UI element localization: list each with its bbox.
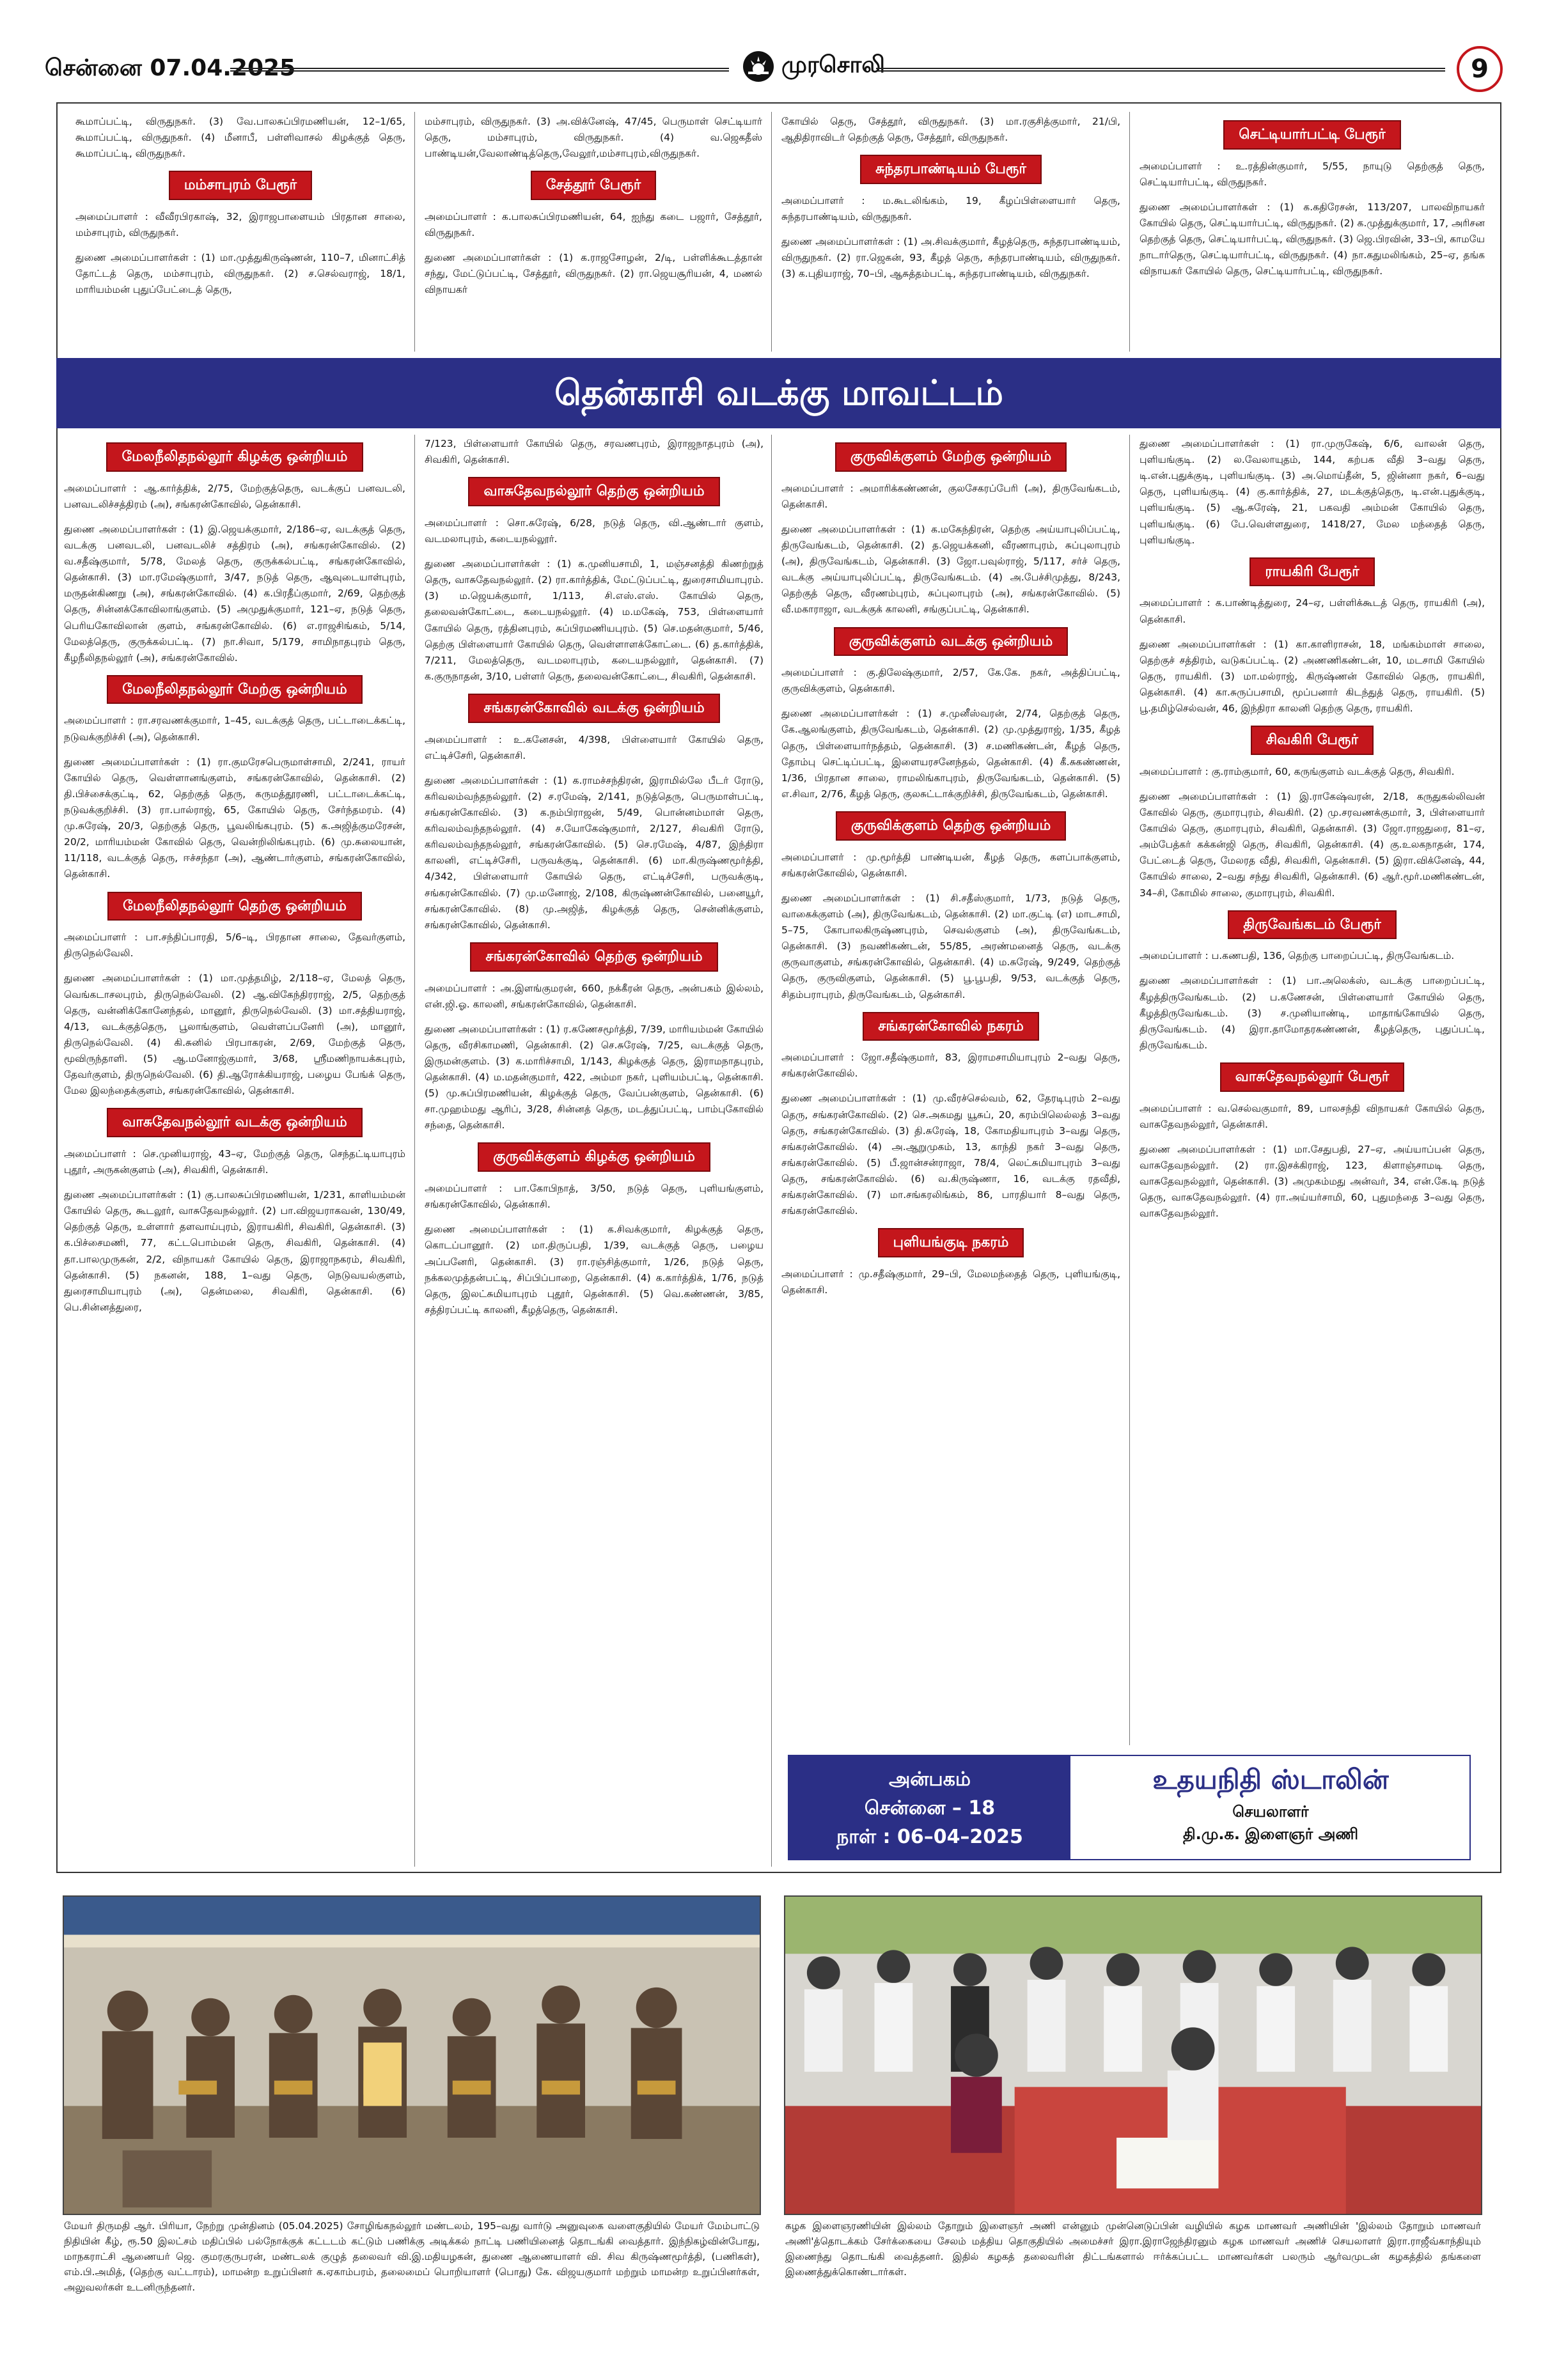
page-header bbox=[45, 50, 1503, 88]
header-rule-right bbox=[876, 68, 1445, 72]
paragraph: துணை அமைப்பாளர்கள் : (1) பா.அலெக்ஸ், வடக்கு பாறைப்பட்டி, கீழத்திருவேங்கடம். (2) ப.கணேசன், பிள்ளையார் கோயில் தெரு, கீழத்திருவேங்கடம். (3) ச.முனியாண்டி, மாதாங்கோயில் தெரு, திருவேங்கடம். (4) இரா.தாமோதரகண்ணன், கீழத்தெரு, புதுப்பட்டி, திருவேங்கடம். bbox=[1140, 975, 1485, 1051]
paragraph: அமைப்பாளர் : ப.கணபதி, 136, தெற்கு பாறைப்பட்டி, திருவேங்கடம். bbox=[1140, 950, 1455, 962]
paragraph: துணை அமைப்பாளர்கள் : (1) க.மகேந்திரன், தெற்கு அய்யாபுலிப்பட்டி, திருவேங்கடம், தென்காசி. (2) த.ஜெயக்கனி, வீரணாபுரம், சுப்புலாபுரம் (அ), திருவேங்கடம், தென்காசி. (3) ஜோ.பவுல்ராஜ், 5/117, சர்ச் தெரு, வடக்கு அய்யாபுலிப்பட்டி, திருவேங்கடம். (4) அ.பேச்சிமுத்து, 8/243, தெற்குத் தெரு, வீரணம்புரம், சுப்புலாபுரம் (அ), சங்கரன்கோவில். (5) வீ.மகாராஜா, வடக்குக் காலனி, சங்குப்பட்டி, தென்காசி. bbox=[781, 523, 1120, 616]
paragraph: துணை அமைப்பாளர்கள் : (1) அ.சிவக்குமார், கீழத்தெரு, சுந்தரபாண்டியம், விருதுநகர். (2) ரா.ஜெகன், 93, கீழத் தெரு, சுந்தரபாண்டியம், விருதுநகர். (3) க.புதியராஜ், 70–பி, ஆசுத்தம்பட்டி, சுந்தரபாண்டியம், விருதுநகர். bbox=[781, 236, 1120, 280]
paragraph: அமைப்பாளர் : க.பாண்டித்துரை, 24–ஏ, பள்ளிக்கூடத் தெரு, ராயகிரி (அ), தென்காசி. bbox=[1140, 597, 1485, 625]
rising-sun-logo-icon bbox=[742, 50, 775, 83]
paragraph: துணை அமைப்பாளர்கள் : (1) க.சிவக்குமார், கிழக்குத் தெரு, கொடப்பானூர். (2) மா.திருப்பதி, 1/39, வடக்குத் தெரு, பழைய அப்பனேரி, தென்காசி. (3) ரா.ரஞ்சித்குமார், 1/26, நடுத் தெரு, நக்கலமுத்தன்பட்டி, சிப்பிப்பாறை, தென்காசி. (4) க.கார்த்திக், 1/76, நடுத் தெரு, இலட்சுமியாபுரம் புதூர், தென்காசி. (5) வெ.கண்ணன், 3/85, சத்திரப்பட்டி காலனி, கீழத்தெரு, தென்காசி. bbox=[425, 1224, 764, 1316]
section-heading: குருவிக்குளம் கிழக்கு ஒன்றியம் bbox=[478, 1142, 710, 1172]
section-heading: வாசுதேவநல்லூர் பேரூர் bbox=[1220, 1062, 1404, 1092]
paragraph: துணை அமைப்பாளர்கள் : (1) சி.சதீஸ்குமார், 1/73, நடுத் தெரு, வாகைக்குளம் (அ), திருவேங்கடம், தென்காசி. (2) மா.குட்டி (எ) மாடசாமி, 5–75, கோபாலகிருஷ்ணபுரம், செவல்குளம் (அ), திருவேங்கடம், தென்காசி. (3) நவணிகண்டன், 55/85, அரண்மனைத் தெரு, வடக்கு குருவாகுளம், சங்கரன்கோவில், தென்காசி. (4) ம.சுரேஷ், 9/249, தெற்குத் தெரு, குருவிகுளம், தென்காசி. (5) பூ.பூபதி, 9/53, வடக்குத் தெரு, சிதம்பராபுரம், திருவேங்கடம், தென்காசி. bbox=[781, 892, 1120, 1000]
top-column-3 bbox=[781, 114, 1120, 291]
paragraph: துணை அமைப்பாளர்கள் : (1) கு.பாலசுப்பிரமணியன், 1/231, காளியம்மன் கோயில் தெரு, கூடலூர், வாசுதேவநல்லூர். (2) பா.விஜயராகவன், 130/49, தெற்குத் தெரு, உள்ளார் தளவாய்புரம், இராயகிரி, சிவகிரி, தென்காசி. (3) க.பிச்சைமணி, 77, கட்டபொம்மன் தெரு, சிவகிரி, தென்காசி. (4) தா.பாலமுருகன், 2/2, விநாயகர் கோயில் தெரு, இராஜாநகரம், சிவகிரி, தென்காசி. (5) நகனன், 188, 1–வது தெரு, நெடுவயல்குளம், துரைசாமியாபுரம் (அ), தென்மலை, சிவகிரி, தென்காசி. (6) பெ.சின்னத்துரை, bbox=[64, 1189, 405, 1313]
column-divider bbox=[1129, 112, 1130, 352]
paragraph: துணை அமைப்பாளர்கள் : (1) மு.வீரச்செல்வம், 62, தேரடிபுரம் 2–வது தெரு, சங்கரன்கோவில். (2) செ.அகமது யூசுப், 20, கரம்பிலெல்லத் 3–வது தெரு, சங்கரன்கோவில். (3) தி.சுரேஷ், 18, கோமதியாபுரம் 3–வது தெரு, சங்கரன்கோவில். (4) அ.ஆறுமுகம், 13, காந்தி நகர் 3–வது தெரு, சங்கரன்கோவில். (5) பீ.ஜான்சன்ராஜா, 78/4, லெட்சுமியாபுரம் 3–வது தெரு, சங்கரன்கோவில். (6) வ.கிருஷ்ணா, 16, வடக்கு ரதவீதி, சங்கரன்கோவில். (7) மா.சங்கரலிங்கம், 86, பாரதியார் 8–வது தெரு, சங்கரன்கோவில். bbox=[781, 1093, 1120, 1217]
section-heading: வாசுதேவநல்லூர் வடக்கு ஒன்றியம் bbox=[107, 1108, 362, 1137]
news-photo-left bbox=[63, 1895, 761, 2215]
paragraph: கோயில் தெரு, சேத்தூர், விருதுநகர். (3) மா.ரகுசித்குமார், 21/பி, ஆதிதிராவிடர் தெற்குத் தெரு, சேத்தூர், விருதுநகர். bbox=[781, 116, 1120, 144]
paragraph: அமைப்பாளர் : ம.கூடலிங்கம், 19, கீழப்பிள்ளையார் தெரு, சுந்தரபாண்டியம், விருதுநகர். bbox=[781, 194, 1120, 222]
masthead bbox=[742, 50, 885, 83]
signature-box bbox=[788, 1755, 1471, 1860]
signature-city: சென்னை – 18 bbox=[864, 1797, 996, 1819]
event-photo-image bbox=[785, 1897, 1481, 2214]
section-heading: சுந்தரபாண்டியம் பேரூர் bbox=[860, 155, 1042, 184]
paragraph: துணை அமைப்பாளர்கள் : (1) கா.காளிராசன், 18, மங்கம்மாள் சாலை, தெற்குச் சத்திரம், வடுகப்பட்டி. (2) அணணிகண்டன், 10, மடசாமி கோயில் தெரு, ராயகிரி. (3) மா.மல்ராஜ், கிருஷ்ணன் கோவில் தெரு, ராயகிரி, தென்காசி. (4) கா.சுருப்பசாமி, மூப்பனார் கிடந்துத் தெரு, ராயகிரி. (5) பூ.தமிழ்செல்வன், 46, இந்திரா காலனி தெற்கு தெரு, ராயகிரி. bbox=[1140, 638, 1485, 715]
photo-caption-left: மேயர் திருமதி ஆர். பிரியா, நேற்று முன்தினம் (05.04.2025) சோழிங்கநல்லூர் மண்டலம், 195–வது வார்டு அனுவுகை வளைகுதியில் மேயர் மேம்பாட்டு நிதியின் கீழ், ரூ.50 இலட்சம் மதிப்பில் பல்நோக்குக் கட்டடம் கட்டும் பணிக்கு அடிக்கல் நாட்டி பணியினைத் தொடங்கி வைத்தார். இந்நிகழ்வின்போது, மாநகராட்சி ஆணையர் ஜெ. குமரகுருபரன், மண்டலக் குழுத் தலைவர் வி.இ.மதியழகன், துணை ஆணையாளர் வி. சிவ கிருஷ்ணமூர்த்தி, (பணிகள்), எம்.பி.அமித், (தெற்கு வட்டாரம்), மாமன்ற உறுப்பினர் க.ஏகாம்பரம், தலைமைப் பொறியாளர் (பொது) கே. விஜயகுமார் மற்றும் மாமன்ற உறுப்பினர்கள், அலுவலர்கள் உடனிருந்தனர். bbox=[64, 2220, 760, 2294]
page-number: 9 bbox=[1457, 46, 1503, 92]
paragraph: மம்சாபுரம், விருதுநகர். (3) அ.விக்னேஷ், 47/45, பெருமாள் செட்டியார் தெரு, மம்சாபுரம், விருதுநகர். (4) வ.ஜெகதீஸ் பாண்டியன்,வேலாண்டித்தெரு,வேலூர்,மம்சாபுரம்,விருதுநகர். bbox=[425, 116, 762, 160]
paragraph: 7/123, பிள்ளையார் கோயில் தெரு, சரவணபுரம், இராஜநாதபுரம் (அ), சிவகிரி, தென்காசி. bbox=[425, 438, 764, 466]
paragraph: அமைப்பாளர் : வீவீரபிரகாஷ், 32, இராஜபாளையம் பிரதான சாலை, மம்சாபுரம், விருதுநகர். bbox=[75, 210, 405, 239]
column-divider bbox=[771, 112, 772, 352]
signature-date: நாள் : 06–04–2025 bbox=[836, 1826, 1023, 1848]
section-heading: செட்டியார்பட்டி பேரூர் bbox=[1223, 120, 1400, 150]
paragraph: துணை அமைப்பாளர்கள் : (1) க.ராஜசோழன், 2/டி, பள்ளிக்கூடத்தான் சந்து, மேட்டுப்பட்டி, சேத்தூர், விருதுநகர். (2) ரா.ஜெயசூரியன், 4, மணல் விநாயகர் bbox=[425, 252, 762, 296]
paragraph: துணை அமைப்பாளர்கள் : (1) மா.முத்தமிழ், 2/118–ஏ, மேலத் தெரு, வெங்கடாசலபுரம், திருநெல்வேலி. (2) ஆ.விகேந்திரராஜ், 2/5, தெற்குத் தெரு, வன்னிக்கோனேந்தல், மானூர், திருநெல்வேலி. (3) மா.சத்தியராஜ், 4/13, வடக்குத்தெரு, பூலாங்குளம், வெள்ளப்பனேரி (அ), மானூர், திருநெல்வேலி. (4) கி.சுனில் பிரபாகரன், 2/69, மேற்குத் தெரு, மூவிருந்தாளி. (5) ஆ.மனோஜ்குமார், 3/68, ஸ்ரீமணிநாயக்கபுரம், தேவர்குளம், திருநெல்வேலி. (6) தி.ஆரோக்கியராஜ், பழைய பேங்க் தெரு, மேல இலந்தைக்குளம், சங்கரன்கோவில், தென்காசி. bbox=[64, 972, 405, 1097]
section-heading: குருவிக்குளம் தெற்கு ஒன்றியம் bbox=[836, 811, 1066, 841]
header-rule-left bbox=[230, 68, 729, 72]
top-column-2 bbox=[425, 114, 762, 307]
paragraph: அமைப்பாளர் : மு.மூர்த்தி பாண்டியன், கீழத் தெரு, களப்பாக்குளம், சங்கரன்கோவில், தென்காசி. bbox=[781, 851, 1120, 879]
paragraph: அமைப்பாளர் : உ.கனேசன், 4/398, பிள்ளையார் கோயில் தெரு, எட்டிச்சேரி, தென்காசி. bbox=[425, 733, 764, 761]
paragraph: துணை அமைப்பாளர்கள் : (1) க.ராமச்சந்திரன், இராமில்லே பீடர் ரோடு, கரிவலம்வந்தநல்லூர். (2) ச.ரமேஷ், 2/141, நடுத்தெரு, பெருமாள்பட்டி, சங்கரன்கோவில். (3) க.நம்பிராஜன், 5/49, பொன்னம்மாள் தெரு, கரிவலம்வந்தநல்லூர். (4) ச.யோகேஷ்குமார், 2/127, சிவகிரி ரோடு, கரிவலம்வந்தநல்லூர், சங்கரன்கோவில். (5) செ.ரமேஷ், 4/87, இந்திரா காலனி, எட்டிச்சேரி, பருவக்குடி, தென்காசி. (6) மா.கிருஷ்ணமூர்த்தி, 4/342, பிள்ளையார் கோயில் தெரு, எட்டிச்சேரி, பருவக்குடி, சங்கரன்கோவில். (7) மு.மனோஜ், 2/108, கிருஷ்ணன்கோவில், பனையூர், சங்கரன்கோவில். (8) மு.அஜித், கிழக்குத் தெரு, சென்னிக்குளம், சங்கரன்கோவில், தென்காசி. bbox=[425, 774, 764, 931]
column-divider bbox=[414, 435, 415, 1867]
newspaper-name: முரசொலி bbox=[781, 52, 885, 78]
section-heading: குருவிக்குளம் மேற்கு ஒன்றியம் bbox=[835, 442, 1067, 472]
section-heading: சேத்தூர் பேரூர் bbox=[531, 171, 657, 200]
paragraph: அமைப்பாளர் : மு.சதீஷ்குமார், 29–பி, மேலமந்தைத் தெரு, புளியங்குடி, தென்காசி. bbox=[781, 1268, 1120, 1296]
signatory-organisation: தி.மு.க. இளைஞர் அணி bbox=[1182, 1825, 1359, 1843]
paragraph: துணை அமைப்பாளர்கள் : (1) ரா.முருகேஷ், 6/6, வாலன் தெரு, புளியங்குடி. (2) ல.வேலாயுதம், 144, கற்பக வீதி 3–வது தெரு, டி.என்.புதுக்குடி, புளியங்குடி. (3) அ.மொய்தீன், 5, ஜின்னா நகர், 6–வது தெரு, புளியங்குடி. (4) கு.கார்த்திக், 27, மடக்குத்தெரு, டி.என்.புதுக்குடி, புளியங்குடி. (5) ஆ.சுரேஷ், 21, பகவதி அம்மன் கோயில் தெரு, புளியங்குடி. (6) பே.வெள்ளதுரை, 1418/27, மேல மந்தைத் தெரு, புளியங்குடி. bbox=[1140, 438, 1485, 546]
paragraph: கூமாப்பட்டி, விருதுநகர். (3) வே.பாலசுப்பிரமணியன், 12–1/65, கூமாப்பட்டி, விருதுநகர். (4) மீனாபீ, பள்ளிவாசல் கிழக்குத் தெரு, கூமாப்பட்டி, விருதுநகர். bbox=[75, 116, 405, 160]
signatory-role: செயலாளர் bbox=[1232, 1803, 1309, 1821]
district-banner: தென்காசி வடக்கு மாவட்டம் bbox=[56, 358, 1501, 428]
paragraph: துணை அமைப்பாளர்கள் : (1) ச.முனீஸ்வரன், 2/74, தெற்குத் தெரு, கே.ஆலங்குளம், திருவேங்கடம், தென்காசி. (2) மு.முத்துராஜ், 1/35, கீழத் தெரு, பிள்ளையார்நத்தம், தென்காசி. (3) ச.மணிகண்டன், கீழத் தெரு, தோம்பு செட்டிப்பட்டி, இளையரசனேந்தல், தென்காசி. (4) கீ.சுகண்ணன், 1/36, பிரதான சாலை, ராமலிங்காபுரம், திருவேங்கடம், தென்காசி. (5) எ.சிவா, 2/76, கீழத் தெரு, குலசுட்டாக்குறிச்சி, திருவேங்கடம், தென்காசி. bbox=[781, 708, 1120, 800]
section-heading: திருவேங்கடம் பேரூர் bbox=[1228, 910, 1396, 940]
section-heading: ராயகிரி பேரூர் bbox=[1249, 557, 1374, 587]
paragraph: அமைப்பாளர் : வ.செல்வகுமார், 89, பாலசந்தி விநாயகர் கோயில் தெரு, வாசுதேவநல்லூர், தென்காசி. bbox=[1140, 1102, 1485, 1130]
section-heading: புளியங்குடி நகரம் bbox=[878, 1228, 1024, 1257]
main-column-1 bbox=[64, 436, 405, 1325]
paragraph: அமைப்பாளர் : பா.கோபிநாத், 3/50, நடுத் தெரு, புளியங்குளம், சங்கரன்கோவில், தென்காசி. bbox=[425, 1183, 764, 1211]
paragraph: அமைப்பாளர் : கு.திலேஷ்குமார், 2/57, கே.கே. நகர், அத்திப்பட்டி, குருவிக்குளம், தென்காசி. bbox=[781, 667, 1120, 695]
paragraph: துணை அமைப்பாளர்கள் : (1) ர.கணேசமூர்த்தி, 7/39, மாரியம்மன் கோயில் தெரு, வீரசிகாமணி, தென்காசி. (2) செ.சுரேஷ், 7/25, வடக்குத் தெரு, இருமன்குளம். (3) க.மாரிச்சாமி, 1/143, கிழக்குத் தெரு, இராமநாதபுரம், தென்காசி. (4) ம.மதன்குமார், 422, அம்மா நகர், புளியம்பட்டி, தென்காசி. (5) மு.சுப்பிரமணியன், கிழக்குத் தெரு, வேப்பன்குளம், தென்காசி. (6) சா.முஹம்மது ஆரிப், 3/28, சின்னத் தெரு, மடத்துப்பட்டி, பாம்புகோவில் சந்தை, தென்காசி. bbox=[425, 1023, 764, 1132]
paragraph: அமைப்பாளர் : செ.முனியராஜ், 43–ஏ, மேற்குத் தெரு, செந்தட்டியாபுரம் புதூர், அருகன்குளம் (அ), சிவகிரி, தென்காசி. bbox=[64, 1147, 405, 1176]
photo-caption-right: கழக இளைஞரணியின் இல்லம் தோறும் இளைஞர் அணி என்னும் முன்னெடுப்பின் வழியில் கழக மாணவர் அணியின் 'இல்லம் தோறும் மாணவர் அணி'த்தொடக்கம் சேர்க்கையை சேலம் மத்திய தொகுதியில் அமைச்சர் இரா.இராஜேந்திரனும் கழக மாணவர் அணிச் செயலாளர் இரா.ராஜீவ்காந்தியும் இணைந்து தொடங்கி வைத்தனர். இதில் கழகத் தலைவரின் திட்டங்களால் ஈர்க்கப்பட்ட மாணவர்கள் பலரும் ஆர்வமுடன் கழகத்தில் தங்களை இணைத்துக்கொண்டார்கள். bbox=[785, 2220, 1481, 2278]
paragraph: அமைப்பாளர் : கு.ராம்குமார், 60, கருங்குளம் வடக்குத் தெரு, சிவகிரி. bbox=[1140, 765, 1455, 777]
signature-place-date bbox=[789, 1756, 1070, 1859]
signatory-name: உதயநிதி ஸ்டாலின் bbox=[1152, 1764, 1389, 1795]
section-heading: சங்கரன்கோவில் நகரம் bbox=[863, 1012, 1039, 1041]
section-heading: மம்சாபுரம் பேரூர் bbox=[169, 171, 312, 200]
paragraph: துணை அமைப்பாளர்கள் : (1) க.முனியசாமி, 1, மஞ்சனத்தி கிணற்றுத் தெரு, வாசுதேவநல்லூர். (2) ரா.கார்த்திக், மேட்டுப்பட்டி, துரைசாமியாபுரம். (3) ம.ஜெயக்குமார், 1/113, சி.எஸ்.எஸ். கோயில் தெரு, தலைவன்கோட்டை, கடையநல்லூர். (4) ம.மகேஷ், 753, பிள்ளையார் கோயில் தெரு, ரத்தினபுரம், சுப்பிரமணியபுரம். (5) செ.மதன்குமார், 5/46, தெற்கு பிள்ளையார் கோயில் தெரு, வெள்ளாளக்கோட்டை. (6) த.கார்த்திக், 7/211, மேலத்தெரு, வடமலாபுரம், கடையநல்லூர், தென்காசி. (7) க.குருநாதன், 3/10, பள்ளர் தெரு, தலைவன்கோட்டை, சிவகிரி, தென்காசி. bbox=[425, 558, 764, 682]
section-heading: வாசுதேவநல்லூர் தெற்கு ஒன்றியம் bbox=[468, 477, 719, 506]
issue-date: சென்னை 07.04.2025 bbox=[45, 55, 296, 81]
paragraph: துணை அமைப்பாளர்கள் : (1) ரா.குமரேசபெருமாள்சாமி, 2/241, ராயர் கோயில் தெரு, வெள்ளானங்குளம், சங்கரன்கோவில், தென்காசி. (2) தி.பிச்சைக்குட்டி, 62, தெற்குத் தெரு, கருமத்தூரணி, பட்டாடைக்கட்டி, நடுவக்குறிச்சி. (3) ரா.பால்ராஜ், 65, கோயில் தெரு, சேர்ந்தமரம். (4) மு.சுரேஷ், 20/3, தெற்குத் தெரு, பூவலிங்கபுரம். (5) க.அஜித்குமரேசன், 20/2, மாரியம்மன் கோவில் தெரு, வென்றிலிங்கபுரம். (6) மு.சுலையான், 11/118, வடக்குத் தெரு, ஈச்சந்தா (அ), ஆண்டார்குளம், சங்கரன்கோவில், தென்காசி. bbox=[64, 756, 405, 880]
paragraph: அமைப்பாளர் : பா.சந்திப்பாரதி, 5/6–டி, பிரதான சாலை, தேவர்குளம், திருநெல்வேலி. bbox=[64, 931, 405, 960]
main-column-3 bbox=[781, 436, 1120, 1307]
top-column-4 bbox=[1140, 114, 1485, 288]
paragraph: அமைப்பாளர் : அமாரிக்கண்ணன், குலசேகரப்பேரி (அ), திருவேங்கடம், தென்காசி. bbox=[781, 482, 1120, 510]
paragraph: அமைப்பாளர் : ஜோ.சதீஷ்குமார், 83, இராமசாமியாபுரம் 2–வது தெரு, சங்கரன்கோவில். bbox=[781, 1052, 1120, 1080]
section-heading: சிவகிரி பேரூர் bbox=[1251, 726, 1374, 755]
paragraph: துணை அமைப்பாளர்கள் : (1) இ.ஜெயக்குமார், 2/186–ஏ, வடக்குத் தெரு, வடக்கு பனவடலி, பனவடலிச் சத்திரம் (அ), சங்கரன்கோவில். (2) வ.சதீஷ்குமார், 5/78, மேலத் தெரு, குருக்கல்பட்டி, சங்கரன்கோவில், தென்காசி. (3) மா.ரமேஷ்குமார், 3/47, நடுத் தெரு, ஆவுடையாள்புரம், மருதன்கிணறு (அ), சங்கரன்கோவில். (4) க.பிரதீப்குமார், 2/69, தெற்குத் தெரு, சின்னக்கோவிலாங்குளம். (5) அமுதுக்குமார், 121–ஏ, நடுத் தெரு, பெரியகோவிலான் குளம், சங்கரன்கோவில். (6) எ.ராஜசிங்கம், 5/14, மேலத்தெரு, குருக்கல்பட்டி. (7) நா.சிவா, 5/179, சாமிநாதபுரம் தெரு, கீழநீலிதநல்லூர் (அ), சங்கரன்கோவில். bbox=[64, 523, 405, 664]
paragraph: அமைப்பாளர் : உ.ரத்தின்குமார், 5/55, நாயுடு தெற்குத் தெரு, செட்டியார்பட்டி, விருதுநகர். bbox=[1140, 160, 1485, 188]
section-heading: சங்கரன்கோவில் வடக்கு ஒன்றியம் bbox=[468, 694, 719, 723]
paragraph: துணை அமைப்பாளர்கள் : (1) மா.சேதுபதி, 27–ஏ, அய்யாப்பன் தெரு, வாசுதேவநல்லூர். (2) ரா.இசக்கிராஜ், 123, கிளாஞ்சாமடி தெரு, வாசுதேவநல்லூர், தென்காசி. (3) அமுகம்மது அன்வர், 34, என்.கே.டி நடுத் தெரு, வாசுதேவநல்லூர். (4) ரா.அய்யர்சாமி, 60, புதுமந்தை 3–வது தெரு, வாசுதேவநல்லூர். bbox=[1140, 1143, 1485, 1220]
column-divider bbox=[771, 435, 772, 1867]
section-heading: மேலநீலிதநல்லூர் மேற்கு ஒன்றியம் bbox=[107, 675, 363, 704]
section-heading: குருவிக்குளம் வடக்கு ஒன்றியம் bbox=[834, 627, 1069, 657]
main-column-4 bbox=[1140, 436, 1485, 1231]
column-divider bbox=[414, 112, 415, 352]
section-heading: மேலநீலிதநல்லூர் கிழக்கு ஒன்றியம் bbox=[106, 442, 363, 472]
section-heading: சங்கரன்கோவில் தெற்கு ஒன்றியம் bbox=[470, 942, 717, 972]
section-heading: மேலநீலிதநல்லூர் தெற்கு ஒன்றியம் bbox=[107, 892, 362, 921]
event-photo-image bbox=[64, 1897, 760, 2214]
paragraph: துணை அமைப்பாளர்கள் : (1) மா.முத்துகிருஷ்ணன், 110–7, மினாட்சித் தோட்டத் தெரு, மம்சாபுரம், விருதுநகர். (2) ச.செல்வராஜ், 18/1, மாரியம்மன் புதுப்பேட்டைத் தெரு, bbox=[75, 252, 405, 296]
main-column-2 bbox=[425, 436, 764, 1327]
paragraph: அமைப்பாளர் : அ.இளங்குமரன், 660, நக்கீரன் தெரு, அன்பகம் இல்லம், என்.ஜி.ஓ. காலனி, சங்கரன்கோவில், தென்காசி. bbox=[425, 982, 764, 1010]
signature-place: அன்பகம் bbox=[888, 1768, 971, 1791]
paragraph: அமைப்பாளர் : க.பாலசுப்பிரமணியன், 64, ஐந்து கடை பஜார், சேத்தூர், விருதுநகர். bbox=[425, 210, 762, 239]
signatory bbox=[1070, 1756, 1471, 1859]
column-divider bbox=[1129, 435, 1130, 1745]
paragraph: அமைப்பாளர் : ஆ.கார்த்திக், 2/75, மேற்குத்தெரு, வடக்குப் பனவடலி, பனவடலிச்சத்திரம் (அ), சங்கரன்கோவில், தென்காசி. bbox=[64, 482, 405, 510]
paragraph: அமைப்பாளர் : ரா.சரவணக்குமார், 1–45, வடக்குத் தெரு, பட்டாடைக்கட்டி, நடுவக்குறிச்சி (அ), தென்காசி. bbox=[64, 715, 405, 743]
top-column-1 bbox=[75, 114, 405, 307]
news-photo-right bbox=[784, 1895, 1482, 2215]
paragraph: அமைப்பாளர் : சொ.சுரேஷ், 6/28, நடுத் தெரு, வி.ஆண்டார் குளம், வடமலாபுரம், கடையநல்லூர். bbox=[425, 517, 764, 545]
paragraph: துணை அமைப்பாளர்கள் : (1) இ.ராகேஷ்வரன், 2/18, கருதுகல்லிவன் கோவில் தெரு, குமாரபுரம், சிவகிரி. (2) மு.சரவணக்குமார், 3, பிள்ளையார் கோயில் தெரு, குமாரபுரம், சிவகிரி, தென்காசி. (3) ஜோ.ராஜதுரை, 81–ஏ, அம்பேத்கர் கக்கன்ஜி தெரு, சிவகிரி, தென்காசி. (4) கு.உலகநாதன், 174, பேட்டைத் தெரு, மேலரத வீதி, சிவகிரி, தென்காசி. (5) இரா.விக்னேஷ், 44, கோயில் சாலை, 2–வது சந்து சிவகிரி, தென்காசி. (6) ஆர்.மூர்.மணிகண்டன், 34–சி, கோமில் சாலை, குமாரபுரம், சிவகிரி. bbox=[1140, 790, 1485, 899]
paragraph: துணை அமைப்பாளர்கள் : (1) க.கதிரேசன், 113/207, பாலவிநாயகர் கோயில் தெரு, செட்டியார்பட்டி, விருதுநகர். (2) க.முத்துக்குமார், 17, அரிசன தெற்குத் தெரு, செட்டியார்பட்டி, விருதுநகர். (3) ஜெ.பிரவின், 33–பி, காமயே நாடார்தெரு, செட்டியார்பட்டி, விருதுநகர். (4) நா.கதுமலிங்கம், 25–ஏ, தங்க விநாயகர் கோயில் தெரு, செட்டியார்பட்டி, விருதுநகர். bbox=[1140, 201, 1485, 277]
